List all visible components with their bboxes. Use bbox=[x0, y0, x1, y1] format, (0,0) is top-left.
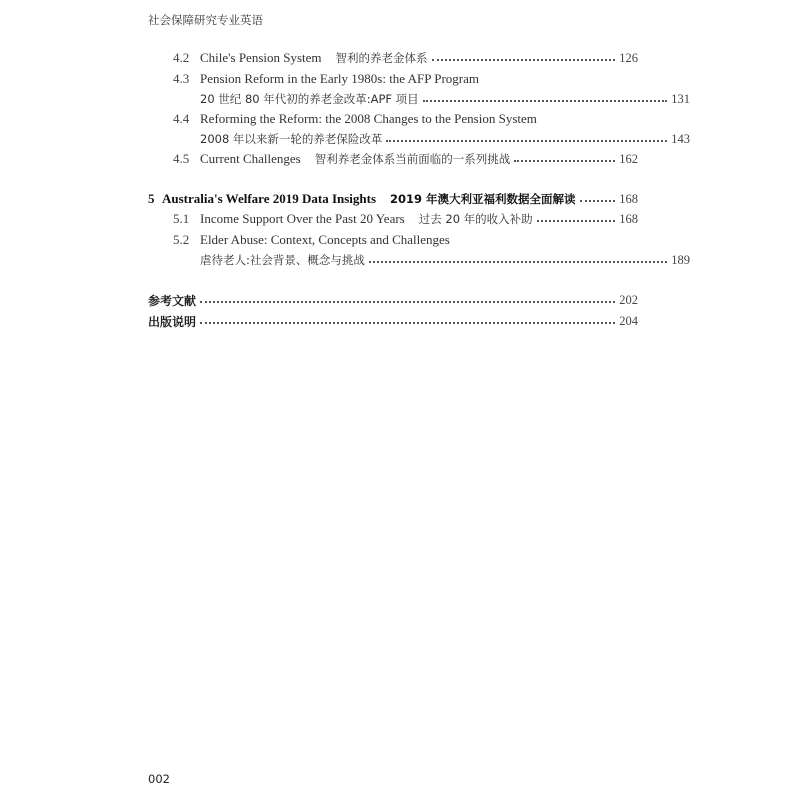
toc-entry-4-4[interactable] bbox=[148, 109, 638, 129]
toc-publication-notes[interactable] bbox=[148, 311, 638, 331]
references-title: 参考文献 bbox=[148, 293, 197, 308]
section-title: Elder Abuse: Context, Concepts and Challenges bbox=[200, 232, 450, 247]
leader-dots bbox=[514, 160, 615, 162]
section-title-zh: 智利养老金体系当前面临的一系列挑战 bbox=[314, 152, 511, 166]
section-number: 5.1 bbox=[173, 211, 190, 226]
leader-dots bbox=[200, 301, 615, 303]
page-number: 131 bbox=[671, 91, 690, 106]
page-footer-number: 002 bbox=[148, 772, 170, 786]
running-header: 社会保障研究专业英语 bbox=[148, 13, 263, 27]
toc-entry-5-2[interactable] bbox=[148, 230, 638, 250]
chapter-title: Australia's Welfare 2019 Data Insights bbox=[162, 191, 377, 206]
page-number: 162 bbox=[619, 151, 638, 166]
leader-dots bbox=[537, 220, 616, 222]
leader-dots bbox=[423, 100, 668, 102]
toc-entry-4-2[interactable] bbox=[148, 48, 638, 68]
toc-entry-5-2-zh[interactable] bbox=[148, 250, 690, 270]
section-title: Reforming the Reform: the 2008 Changes to the Pension System bbox=[200, 111, 537, 126]
leader-dots bbox=[369, 261, 667, 263]
toc-entry-5-1[interactable] bbox=[148, 209, 638, 229]
section-title-zh: 2008 年以来新一轮的养老保险改革 bbox=[200, 132, 383, 146]
section-number: 4.3 bbox=[173, 71, 190, 86]
page-number: 202 bbox=[619, 292, 638, 307]
section-title: Current Challenges bbox=[200, 151, 301, 166]
publication-notes-title: 出版说明 bbox=[148, 314, 197, 329]
page-number: 126 bbox=[619, 50, 638, 65]
chapter-number: 5 bbox=[148, 191, 155, 206]
section-number: 5.2 bbox=[173, 232, 190, 247]
toc-chapter-5[interactable] bbox=[148, 189, 638, 209]
section-title-zh: 过去 20 年的收入补助 bbox=[418, 212, 533, 226]
section-title-zh: 智利的养老金体系 bbox=[335, 51, 428, 65]
section-number: 4.4 bbox=[173, 111, 190, 126]
page-number: 204 bbox=[619, 313, 638, 328]
section-title: Chile's Pension System bbox=[200, 50, 322, 65]
toc-entry-4-4-zh[interactable] bbox=[148, 129, 690, 149]
page-number: 189 bbox=[671, 252, 690, 267]
toc-references[interactable] bbox=[148, 290, 638, 310]
section-title-zh: 虐待老人:社会背景、概念与挑战 bbox=[200, 253, 365, 267]
page-number: 143 bbox=[671, 131, 690, 146]
leader-dots bbox=[386, 140, 667, 142]
leader-dots bbox=[200, 322, 615, 324]
section-title: Pension Reform in the Early 1980s: the AFP Program bbox=[200, 71, 479, 86]
section-title: Income Support Over the Past 20 Years bbox=[200, 211, 405, 226]
section-number: 4.2 bbox=[173, 50, 190, 65]
section-title-zh: 20 世纪 80 年代初的养老金改革:APF 项目 bbox=[200, 92, 419, 106]
leader-dots bbox=[432, 59, 616, 61]
leader-dots bbox=[580, 200, 616, 202]
section-number: 4.5 bbox=[173, 151, 190, 166]
page-number: 168 bbox=[619, 191, 638, 206]
toc-entry-4-5[interactable] bbox=[148, 149, 638, 169]
toc-entry-4-3-zh[interactable] bbox=[148, 89, 690, 109]
page-number: 168 bbox=[619, 211, 638, 226]
toc-entry-4-3[interactable] bbox=[148, 69, 638, 89]
chapter-title-zh: 2019 年澳大利亚福利数据全面解读 bbox=[390, 192, 576, 206]
